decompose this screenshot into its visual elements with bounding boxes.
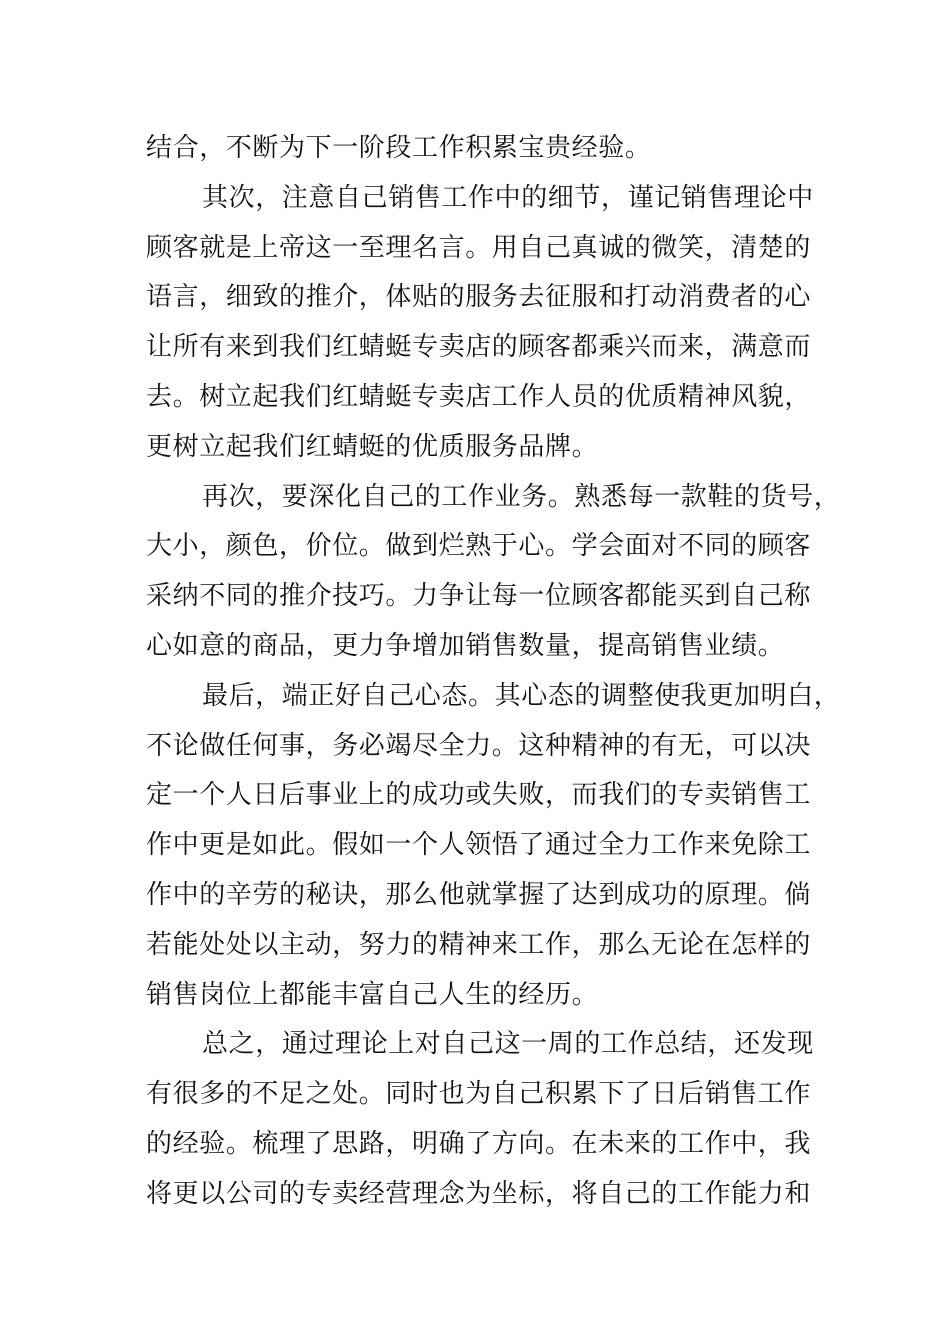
text-line: 有很多的不足之处。同时也为自己积累下了日后销售工作 <box>146 1079 812 1110</box>
text-line: 大小，颜色，价位。做到烂熟于心。学会面对不同的顾客 <box>146 531 812 562</box>
text-line: 最后，端正好自己心态。其心态的调整使我更加明白， <box>202 680 841 711</box>
document-body <box>146 124 841 1220</box>
text-line: 作中更是如此。假如一个人领悟了通过全力工作来免除工 <box>146 830 812 861</box>
text-line: 采纳不同的推介技巧。力争让每一位顾客都能买到自己称 <box>146 581 812 612</box>
text-line: 心如意的商品，更力争增加销售数量，提高销售业绩。 <box>146 630 785 661</box>
text-line: 再次，要深化自己的工作业务。熟悉每一款鞋的货号， <box>202 481 841 512</box>
text-line: 语言，细致的推介，体贴的服务去征服和打动消费者的心 <box>146 282 812 313</box>
text-line: 其次，注意自己销售工作中的细节，谨记销售理论中 <box>202 182 814 213</box>
text-line: 若能处处以主动，努力的精神来工作，那么无论在怎样的 <box>146 929 812 960</box>
text-line: 让所有来到我们红蜻蜓专卖店的顾客都乘兴而来，满意而 <box>146 332 812 363</box>
text-line: 定一个人日后事业上的成功或失败，而我们的专卖销售工 <box>146 780 812 811</box>
text-line: 作中的辛劳的秘诀，那么他就掌握了达到成功的原理。倘 <box>146 879 812 910</box>
text-line: 顾客就是上帝这一至理名言。用自己真诚的微笑，清楚的 <box>146 232 812 263</box>
text-line: 销售岗位上都能丰富自己人生的经历。 <box>146 979 599 1010</box>
text-line: 总之，通过理论上对自己这一周的工作总结，还发现 <box>202 1029 814 1060</box>
text-line: 去。树立起我们红蜻蜓专卖店工作人员的优质精神风貌， <box>146 381 812 412</box>
text-line: 结合，不断为下一阶段工作积累宝贵经验。 <box>146 133 652 163</box>
text-line: 将更以公司的专卖经营理念为坐标，将自己的工作能力和 <box>146 1178 812 1209</box>
text-line: 更树立起我们红蜻蜓的优质服务品牌。 <box>146 431 599 462</box>
text-line: 的经验。梳理了思路，明确了方向。在未来的工作中，我 <box>146 1128 812 1159</box>
text-line: 不论做任何事，务必竭尽全力。这种精神的有无，可以决 <box>146 730 812 761</box>
